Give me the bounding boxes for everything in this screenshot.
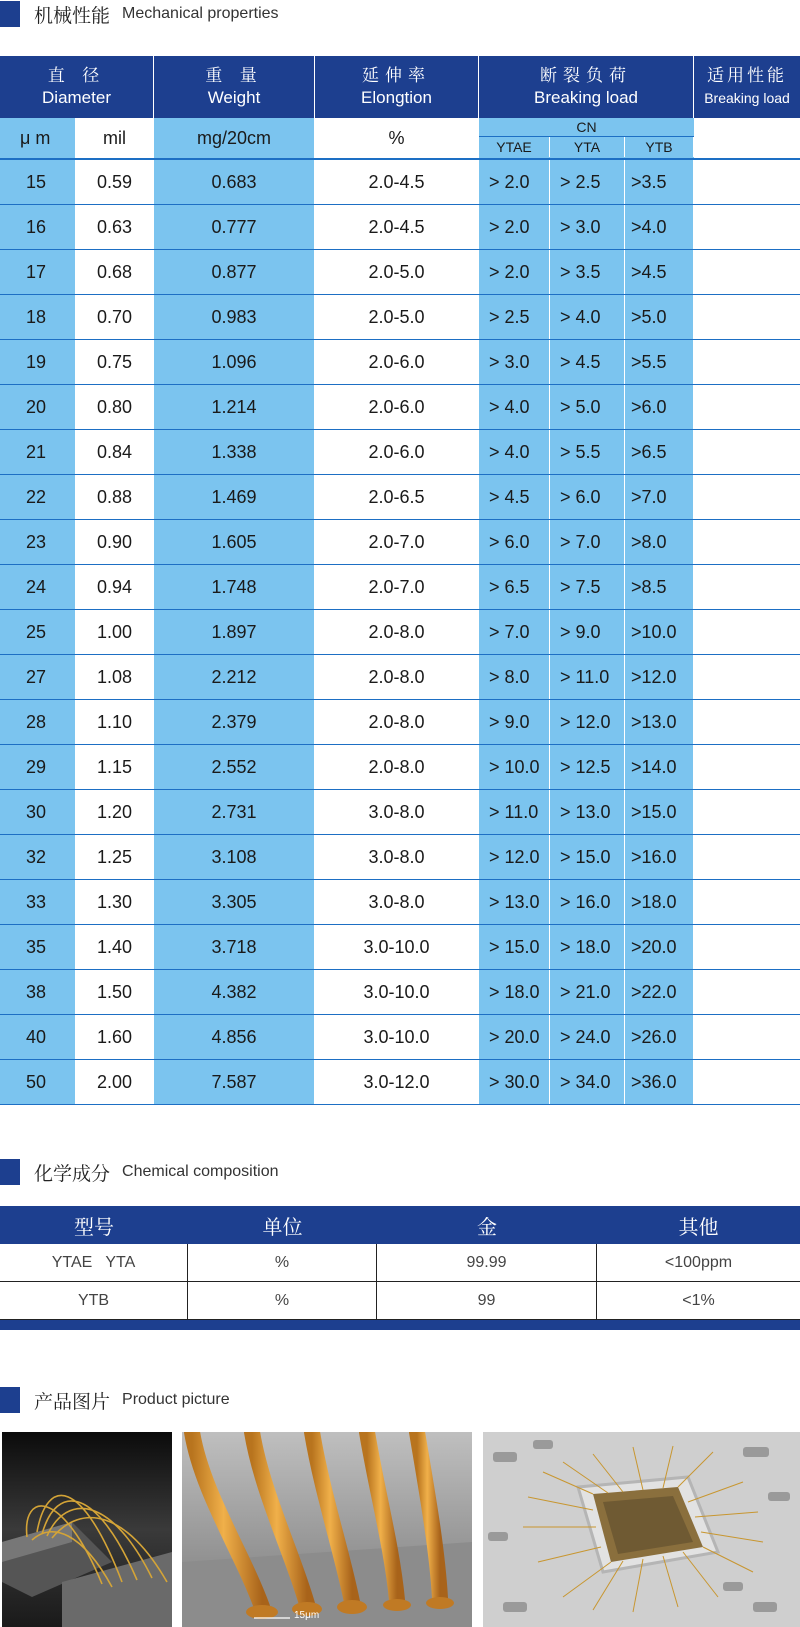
cell-elongation: 2.0-8.0 (315, 655, 479, 699)
unit-row (0, 118, 800, 160)
cell-load-ytae: > 20.0 (479, 1015, 550, 1059)
unit-cn-label: CN (479, 118, 694, 137)
section-product-heading (0, 1386, 230, 1414)
table-row (0, 295, 800, 340)
cell-diameter-um: 25 (0, 610, 76, 654)
cell-diameter-um: 19 (0, 340, 76, 384)
cell-load-yta: > 2.5 (550, 160, 625, 204)
cell-diameter-mil: 2.00 (76, 1060, 154, 1104)
cell-application (694, 970, 800, 1014)
cell-diameter-mil: 1.25 (76, 835, 154, 879)
cell-diameter-mil: 0.75 (76, 340, 154, 384)
cell-elongation: 3.0-10.0 (315, 970, 479, 1014)
cell-application (694, 1015, 800, 1059)
chemical-composition-table (0, 1206, 800, 1330)
cell-load-yta: > 21.0 (550, 970, 625, 1014)
cell-load-ytb: >13.0 (625, 700, 694, 744)
table-row (0, 1244, 800, 1282)
cell-weight: 1.605 (154, 520, 315, 564)
cell-weight: 0.983 (154, 295, 315, 339)
cell-diameter-um: 24 (0, 565, 76, 609)
cell-load-ytb: >14.0 (625, 745, 694, 789)
header-application: 适用性能 Breaking load (704, 66, 790, 106)
table-header (0, 56, 800, 118)
cell-diameter-um: 35 (0, 925, 76, 969)
unit-blank (694, 118, 800, 158)
cell-unit: % (188, 1244, 377, 1281)
cell-elongation: 2.0-6.5 (315, 475, 479, 519)
cell-diameter-mil: 0.68 (76, 250, 154, 294)
cell-diameter-um: 32 (0, 835, 76, 879)
cell-load-ytae: > 2.5 (479, 295, 550, 339)
subheader-ytae: YTAE (479, 137, 550, 157)
cell-model: YTAE YTA (0, 1244, 188, 1281)
header-other: 其他 (678, 1214, 719, 1239)
cell-elongation: 3.0-10.0 (315, 925, 479, 969)
cell-weight: 1.748 (154, 565, 315, 609)
cell-diameter-um: 33 (0, 880, 76, 924)
cell-elongation: 2.0-6.0 (315, 340, 479, 384)
cell-weight: 4.382 (154, 970, 315, 1014)
unit-weight: mg/20cm (154, 118, 315, 158)
cell-load-ytb: >3.5 (625, 160, 694, 204)
cell-load-yta: > 4.0 (550, 295, 625, 339)
cell-load-yta: > 11.0 (550, 655, 625, 699)
cell-load-ytae: > 6.5 (479, 565, 550, 609)
cell-load-yta: > 15.0 (550, 835, 625, 879)
cell-load-yta: > 18.0 (550, 925, 625, 969)
cell-elongation: 3.0-10.0 (315, 1015, 479, 1059)
subheader-yta: YTA (550, 137, 625, 157)
cell-application (694, 565, 800, 609)
cell-load-ytb: >15.0 (625, 790, 694, 834)
cell-diameter-um: 27 (0, 655, 76, 699)
cell-weight: 0.683 (154, 160, 315, 204)
cell-diameter-um: 16 (0, 205, 76, 249)
cell-application (694, 385, 800, 429)
cell-elongation: 2.0-8.0 (315, 745, 479, 789)
cell-load-ytae: > 18.0 (479, 970, 550, 1014)
cell-weight: 2.731 (154, 790, 315, 834)
cell-load-yta: > 24.0 (550, 1015, 625, 1059)
cell-diameter-mil: 1.60 (76, 1015, 154, 1059)
cell-application (694, 430, 800, 474)
cell-gold: 99.99 (377, 1244, 597, 1281)
wire-bond-illustration (2, 1432, 172, 1627)
header-elongation: 延伸率 Elongtion (315, 56, 479, 118)
table-row (0, 475, 800, 520)
cell-elongation: 2.0-7.0 (315, 565, 479, 609)
section-title-zh: 产品图片 (34, 1390, 111, 1413)
table-row (0, 970, 800, 1015)
cell-load-ytae: > 9.0 (479, 700, 550, 744)
chip-bonding-illustration (483, 1432, 800, 1627)
cell-weight: 4.856 (154, 1015, 315, 1059)
cell-diameter-um: 29 (0, 745, 76, 789)
cell-elongation: 2.0-8.0 (315, 700, 479, 744)
cell-elongation: 2.0-5.0 (315, 250, 479, 294)
cell-weight: 3.718 (154, 925, 315, 969)
cell-load-ytae: > 7.0 (479, 610, 550, 654)
cell-load-yta: > 12.5 (550, 745, 625, 789)
table-row (0, 700, 800, 745)
cell-weight: 1.897 (154, 610, 315, 654)
cell-application (694, 835, 800, 879)
cell-load-yta: > 6.0 (550, 475, 625, 519)
header-breaking-load: 断裂负荷 Breaking load (479, 56, 694, 118)
section-title-en: Mechanical properties (122, 5, 279, 22)
cell-diameter-um: 17 (0, 250, 76, 294)
cell-load-ytae: > 8.0 (479, 655, 550, 699)
cell-application (694, 205, 800, 249)
cell-weight: 0.877 (154, 250, 315, 294)
cell-elongation: 2.0-5.0 (315, 295, 479, 339)
cell-diameter-um: 40 (0, 1015, 76, 1059)
header-diameter: 直 径 Diameter (0, 56, 154, 118)
cell-load-ytb: >20.0 (625, 925, 694, 969)
cell-diameter-mil: 1.50 (76, 970, 154, 1014)
table-row (0, 205, 800, 250)
cell-load-ytae: > 6.0 (479, 520, 550, 564)
cell-load-ytb: >26.0 (625, 1015, 694, 1059)
cell-load-yta: > 5.0 (550, 385, 625, 429)
cell-load-yta: > 34.0 (550, 1060, 625, 1104)
cell-application (694, 160, 800, 204)
cell-diameter-mil: 1.15 (76, 745, 154, 789)
cell-weight: 3.108 (154, 835, 315, 879)
cell-load-ytb: >22.0 (625, 970, 694, 1014)
cell-application (694, 475, 800, 519)
cell-load-ytb: >18.0 (625, 880, 694, 924)
cell-application (694, 250, 800, 294)
cell-weight: 0.777 (154, 205, 315, 249)
cell-application (694, 700, 800, 744)
unit-um: μ m (0, 118, 76, 158)
cell-diameter-um: 50 (0, 1060, 76, 1104)
cell-diameter-mil: 1.40 (76, 925, 154, 969)
cell-load-ytae: > 2.0 (479, 160, 550, 204)
cell-elongation: 2.0-8.0 (315, 610, 479, 654)
cell-weight: 1.338 (154, 430, 315, 474)
table-row (0, 520, 800, 565)
cell-load-ytb: >16.0 (625, 835, 694, 879)
cell-weight: 3.305 (154, 880, 315, 924)
cell-elongation: 3.0-12.0 (315, 1060, 479, 1104)
cell-load-ytae: > 30.0 (479, 1060, 550, 1104)
mechanical-properties-table (0, 56, 800, 1105)
cell-diameter-um: 21 (0, 430, 76, 474)
table-row (0, 430, 800, 475)
cell-weight: 1.214 (154, 385, 315, 429)
cell-diameter-mil: 1.08 (76, 655, 154, 699)
cell-other: <1% (682, 1291, 715, 1309)
table-row (0, 745, 800, 790)
unit-cn (479, 118, 694, 158)
cell-weight: 2.212 (154, 655, 315, 699)
cell-load-ytae: > 10.0 (479, 745, 550, 789)
cell-load-ytb: >36.0 (625, 1060, 694, 1104)
header-gold: 金 (477, 1214, 497, 1239)
cell-diameter-um: 23 (0, 520, 76, 564)
cell-diameter-mil: 0.70 (76, 295, 154, 339)
table-row (0, 1282, 800, 1320)
cell-application (694, 925, 800, 969)
cell-gold: 99 (377, 1282, 597, 1319)
subheader-ytb: YTB (625, 137, 694, 157)
cell-weight: 7.587 (154, 1060, 315, 1104)
product-image-chip-bonding (483, 1432, 800, 1627)
gold-wire-sem-illustration (182, 1432, 472, 1627)
cell-elongation: 3.0-8.0 (315, 790, 479, 834)
cell-application (694, 610, 800, 654)
cell-load-ytae: > 2.0 (479, 250, 550, 294)
table-row (0, 250, 800, 295)
cell-elongation: 3.0-8.0 (315, 880, 479, 924)
cell-load-yta: > 7.0 (550, 520, 625, 564)
cell-load-yta: > 4.5 (550, 340, 625, 384)
table-row (0, 880, 800, 925)
cell-diameter-mil: 0.84 (76, 430, 154, 474)
cell-application (694, 655, 800, 699)
cell-load-ytb: >4.5 (625, 250, 694, 294)
cell-load-yta: > 5.5 (550, 430, 625, 474)
table-row (0, 610, 800, 655)
cell-load-ytb: >8.0 (625, 520, 694, 564)
product-image-wire-bond-package (2, 1432, 172, 1627)
table-row (0, 385, 800, 430)
cell-unit: % (188, 1282, 377, 1319)
cell-diameter-um: 22 (0, 475, 76, 519)
cell-load-yta: > 9.0 (550, 610, 625, 654)
cell-load-yta: > 16.0 (550, 880, 625, 924)
cell-elongation: 2.0-6.0 (315, 430, 479, 474)
cell-load-yta: > 13.0 (550, 790, 625, 834)
cell-weight: 2.379 (154, 700, 315, 744)
cell-weight: 1.469 (154, 475, 315, 519)
cell-load-yta: > 12.0 (550, 700, 625, 744)
cell-diameter-mil: 1.00 (76, 610, 154, 654)
cell-diameter-mil: 0.90 (76, 520, 154, 564)
cell-weight: 2.552 (154, 745, 315, 789)
cell-diameter-um: 38 (0, 970, 76, 1014)
section-title-zh: 机械性能 (34, 4, 111, 27)
cell-model: YTB (0, 1282, 188, 1319)
cell-load-ytb: >12.0 (625, 655, 694, 699)
cell-load-ytae: > 2.0 (479, 205, 550, 249)
table-row (0, 835, 800, 880)
table-footer-bar (0, 1320, 800, 1330)
unit-mil: mil (76, 118, 154, 158)
cell-load-ytae: > 13.0 (479, 880, 550, 924)
table-row (0, 655, 800, 700)
table-row (0, 340, 800, 385)
cell-diameter-um: 30 (0, 790, 76, 834)
cell-load-ytae: > 12.0 (479, 835, 550, 879)
section-chemical-heading (0, 1158, 279, 1186)
cell-diameter-mil: 0.63 (76, 205, 154, 249)
table-body (0, 160, 800, 1105)
section-marker (0, 1, 20, 27)
cell-application (694, 340, 800, 384)
table-row (0, 790, 800, 835)
header-unit: 单位 (262, 1214, 303, 1239)
cell-load-ytb: >6.0 (625, 385, 694, 429)
table-row (0, 565, 800, 610)
cell-load-ytb: >4.0 (625, 205, 694, 249)
cell-application (694, 880, 800, 924)
cell-application (694, 295, 800, 339)
cell-diameter-mil: 0.59 (76, 160, 154, 204)
cell-load-ytae: > 15.0 (479, 925, 550, 969)
cell-load-ytb: >6.5 (625, 430, 694, 474)
cell-application (694, 745, 800, 789)
cell-load-ytb: >7.0 (625, 475, 694, 519)
cell-diameter-mil: 1.10 (76, 700, 154, 744)
cell-load-yta: > 3.5 (550, 250, 625, 294)
cell-diameter-mil: 0.80 (76, 385, 154, 429)
section-mechanical-heading (0, 0, 279, 28)
cell-load-ytb: >10.0 (625, 610, 694, 654)
cn-subheaders (479, 137, 694, 157)
table-row (0, 925, 800, 970)
cell-elongation: 2.0-4.5 (315, 160, 479, 204)
cell-weight: 1.096 (154, 340, 315, 384)
table-header (0, 1206, 800, 1244)
cell-diameter-mil: 0.94 (76, 565, 154, 609)
cell-load-ytae: > 4.0 (479, 385, 550, 429)
cell-diameter-um: 28 (0, 700, 76, 744)
section-title-en: Product picture (122, 1391, 230, 1408)
table-row (0, 1015, 800, 1060)
cell-load-yta: > 7.5 (550, 565, 625, 609)
cell-elongation: 2.0-7.0 (315, 520, 479, 564)
cell-diameter-um: 20 (0, 385, 76, 429)
cell-diameter-mil: 0.88 (76, 475, 154, 519)
section-marker (0, 1159, 20, 1185)
cell-application (694, 790, 800, 834)
cell-elongation: 3.0-8.0 (315, 835, 479, 879)
section-title-en: Chemical composition (122, 1163, 279, 1180)
section-title-zh: 化学成分 (34, 1162, 111, 1185)
cell-elongation: 2.0-6.0 (315, 385, 479, 429)
header-model: 型号 (74, 1214, 114, 1239)
cell-diameter-um: 18 (0, 295, 76, 339)
cell-diameter-um: 15 (0, 160, 76, 204)
cell-diameter-mil: 1.30 (76, 880, 154, 924)
header-weight: 重 量 Weight (154, 56, 315, 118)
cell-load-ytb: >5.0 (625, 295, 694, 339)
cell-load-ytae: > 4.5 (479, 475, 550, 519)
cell-application (694, 1060, 800, 1104)
cell-application (694, 520, 800, 564)
scale-label: 15μm (294, 1610, 320, 1621)
table-row (0, 1060, 800, 1105)
cell-diameter-mil: 1.20 (76, 790, 154, 834)
unit-elongation: % (315, 118, 479, 158)
cell-load-ytb: >8.5 (625, 565, 694, 609)
cell-load-ytae: > 11.0 (479, 790, 550, 834)
product-image-gold-wire-sem (182, 1432, 472, 1627)
section-marker (0, 1387, 20, 1413)
cell-load-ytae: > 4.0 (479, 430, 550, 474)
cell-load-ytb: >5.5 (625, 340, 694, 384)
cell-elongation: 2.0-4.5 (315, 205, 479, 249)
cell-load-yta: > 3.0 (550, 205, 625, 249)
cell-load-ytae: > 3.0 (479, 340, 550, 384)
cell-other: <100ppm (664, 1253, 733, 1271)
table-row (0, 160, 800, 205)
